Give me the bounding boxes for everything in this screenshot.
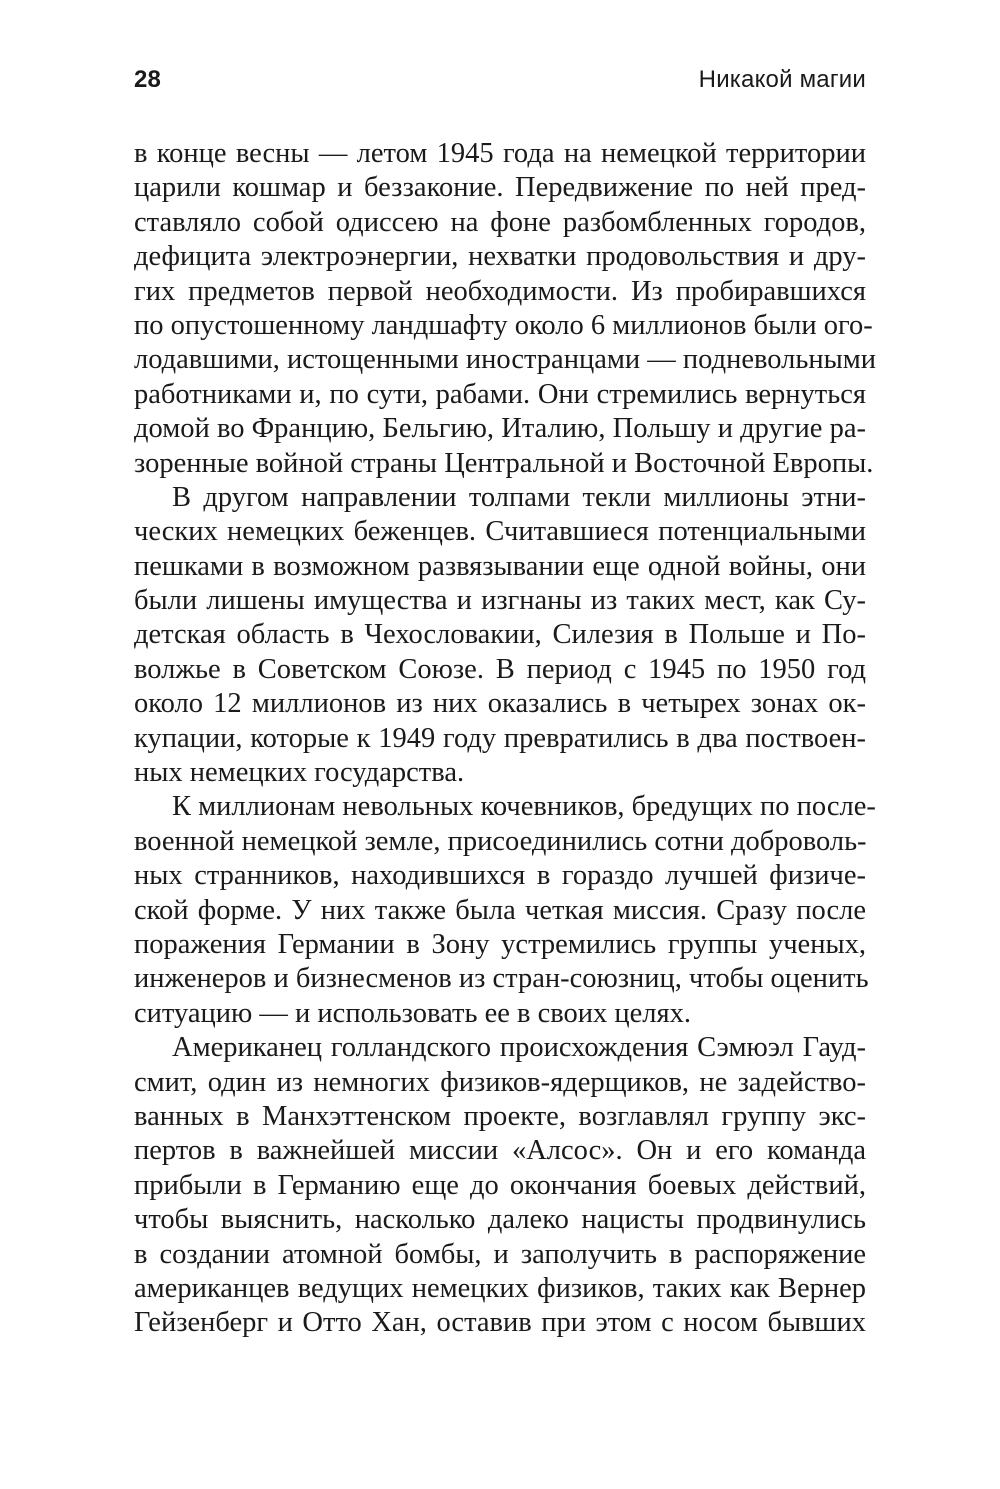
text-line: дефицита электроэнергии, нехватки продовольствия и дру- [134,241,866,273]
paragraph-2 [134,481,866,791]
text-line: ческих немецких беженцев. Считавшиеся потенциальными [134,516,866,548]
text-line: ванных в Манхэттенском проекте, возглавлял группу экс- [134,1100,866,1132]
text-line: ской форме. У них также была четкая миссия. Сразу после [134,894,866,926]
text-line: ситуацию — и использовать ее в своих целях. [134,997,691,1029]
text-line: смит, один из немногих физиков-ядерщиков, не задейство- [134,1066,866,1098]
text-line: купации, которые к 1949 году превратились в два поствоен- [134,722,866,754]
text-line: детская область в Чехословакии, Силезия в Польше и По- [134,619,866,651]
text-line: по опустошенному ландшафту около 6 миллионов были ого- [134,309,873,341]
text-line: В другом направлении толпами текли миллионы этни- [172,481,866,513]
chapter-title: Никакой магии [698,66,866,93]
text-line: прибыли в Германию еще до окончания боевых действий, [134,1169,866,1201]
text-line: поражения Германии в Зону устремились группы ученых, [134,928,866,960]
text-line: царили кошмар и беззаконие. Передвижение по ней пред- [134,172,866,204]
page-number: 28 [134,66,162,93]
text-line: гих предметов первой необходимости. Из пробиравшихся [134,275,866,307]
text-line: Гейзенберг и Отто Хан, оставив при этом с носом бывших [134,1307,866,1339]
text-line: были лишены имущества и изгнаны из таких мест, как Су- [134,585,866,617]
text-line: ных немецких государства. [134,757,465,789]
running-header [134,66,866,106]
paragraph-1 [134,137,877,481]
text-line: американцев ведущих немецких физиков, таких как Вернер [134,1272,866,1304]
text-line: ных странников, находившихся в гораздо лучшей физиче- [134,860,866,892]
text-line: ставляло собой одиссею на фоне разбомбленных городов, [134,206,866,238]
text-line: в конце весны — летом 1945 года на немецкой территории [134,138,866,169]
paragraph-3 [134,790,876,1031]
text-line: лодавшими, истощенными иностранцами — подневольными [134,344,877,376]
text-line: военной немецкой земле, присоединились сотни доброволь- [134,825,867,857]
text-line: инженеров и бизнесменов из стран-союзниц, чтобы оценить [134,963,869,995]
text-line: в создании атомной бомбы, и заполучить в распоряжение [134,1238,866,1270]
paragraph-4 [134,1031,866,1341]
text-line: зоренные войной страны Центральной и Восточной Европы. [134,447,874,479]
text-line: Американец голландского происхождения Сэмюэл Гауд- [172,1032,866,1064]
text-line: чтобы выяснить, насколько далеко нацисты продвинулись [134,1204,866,1236]
body-text [134,137,877,1341]
text-line: К миллионам невольных кочевников, бредущих по после- [172,791,876,823]
text-line: работниками и, по сути, рабами. Они стремились вернуться [134,378,866,410]
text-line: пертов в важнейшей миссии «Алсос». Он и его команда [134,1135,866,1167]
text-line: пешками в возможном развязывании еще одной войны, они [134,550,866,582]
text-line: около 12 миллионов из них оказались в четырех зонах ок- [134,688,866,720]
text-line: волжье в Советском Союзе. В период с 1945 по 1950 год [134,653,866,685]
text-line: домой во Францию, Бельгию, Италию, Польшу и другие ра- [134,413,866,445]
